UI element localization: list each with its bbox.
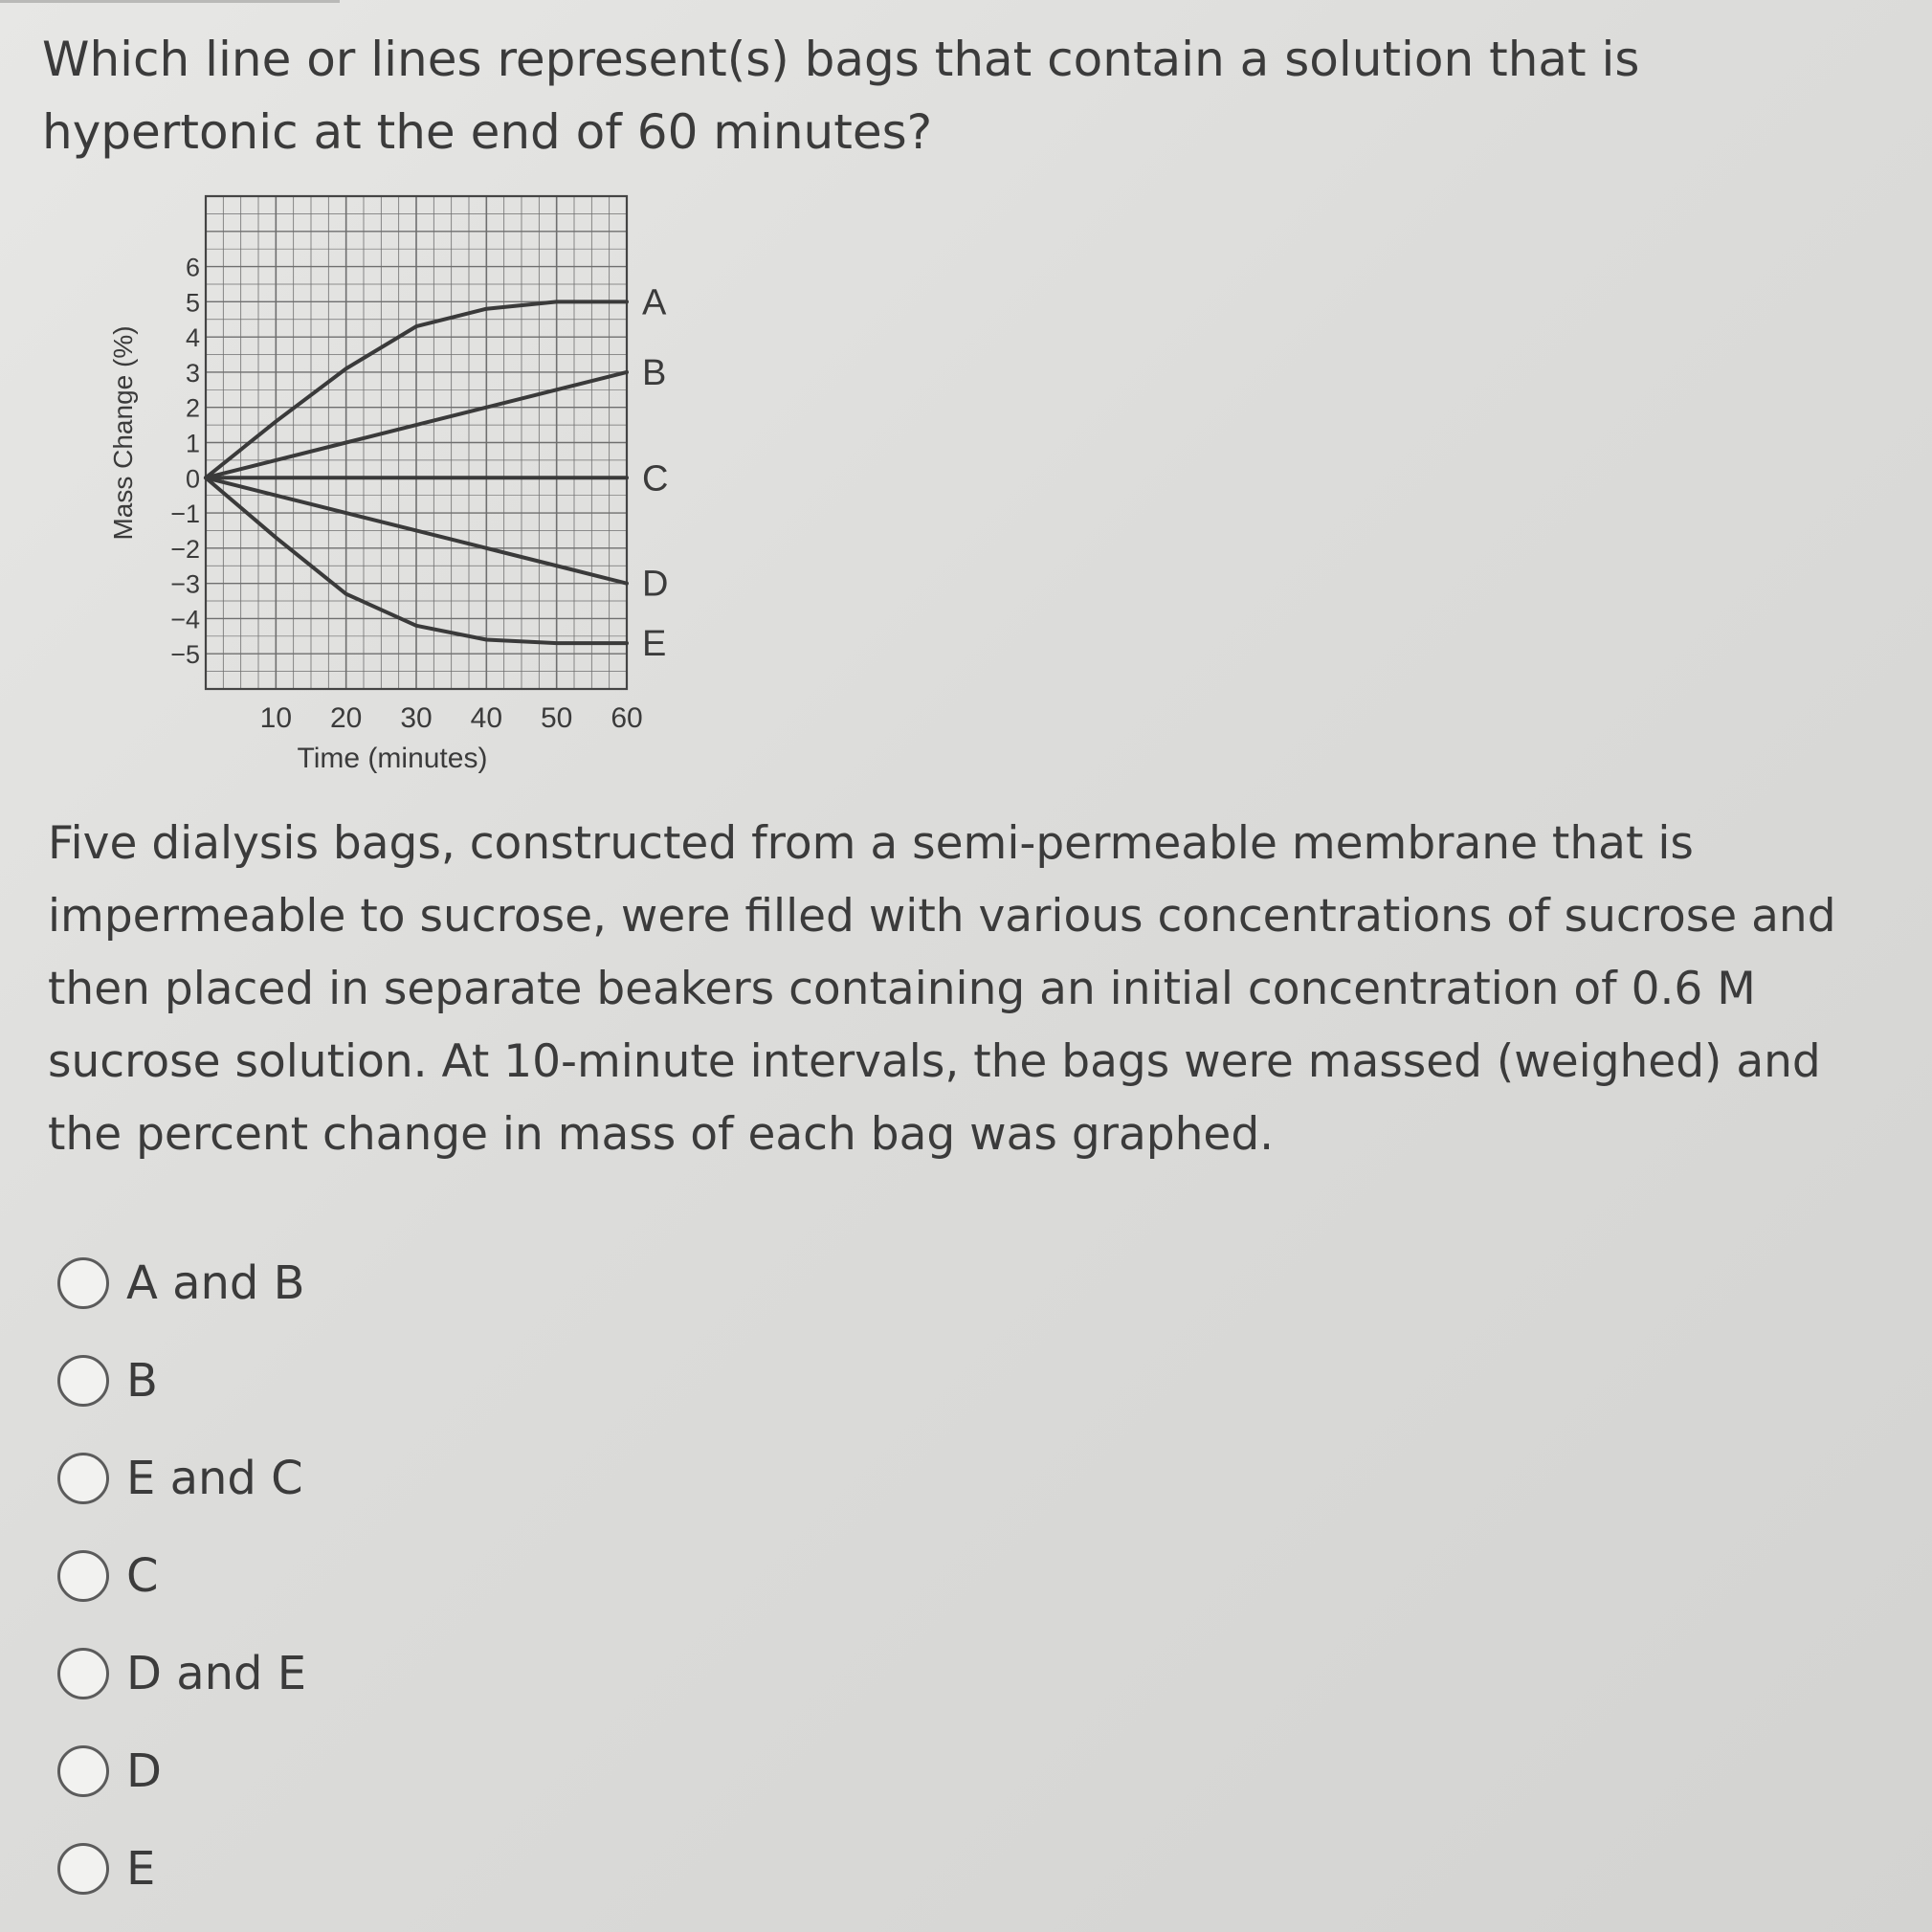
- x-tick-label: 60: [611, 702, 643, 734]
- chart-svg: [86, 187, 699, 789]
- answer-options: [57, 1234, 823, 1918]
- option-label: E and C: [126, 1452, 303, 1505]
- radio-button[interactable]: [57, 1453, 109, 1504]
- radio-button[interactable]: [57, 1648, 109, 1699]
- option-d-and-e[interactable]: [57, 1625, 823, 1722]
- option-e-and-c[interactable]: [57, 1430, 823, 1527]
- y-tick-label: −1: [170, 500, 200, 529]
- top-divider: [0, 0, 340, 3]
- y-tick-label: −2: [170, 534, 200, 564]
- option-label: A and B: [126, 1256, 305, 1310]
- option-label: D and E: [126, 1647, 307, 1700]
- x-tick-label: 50: [540, 702, 573, 734]
- mass-change-chart: [86, 187, 699, 789]
- radio-button[interactable]: [57, 1843, 109, 1895]
- x-tick-label: 40: [470, 702, 503, 734]
- y-tick-label: −4: [170, 605, 200, 634]
- y-tick-label: −3: [170, 569, 200, 599]
- series-label-d: D: [642, 564, 669, 605]
- y-tick-label: 4: [185, 323, 200, 353]
- question-text: Which line or lines represent(s) bags that contain a solution that is hypertonic at the end of 60 minutes?: [42, 32, 1640, 160]
- x-tick-label: 30: [400, 702, 433, 734]
- option-label: C: [126, 1549, 159, 1603]
- radio-button[interactable]: [57, 1745, 109, 1797]
- y-axis-title: Mass Change (%): [108, 325, 138, 541]
- y-tick-label: 5: [185, 288, 200, 318]
- radio-button[interactable]: [57, 1257, 109, 1309]
- series-label-e: E: [642, 624, 667, 665]
- passage-text: Five dialysis bags, constructed from a semi-permeable membrane that is impermeable to sucrose, were filled with various concentrations of sucrose and then placed in separate beakers containing an initial concentration of 0.6 M sucrose solution. At 10-minute intervals, the bags were massed (weighed) and the percent change in mass of each bag was graphed.: [48, 817, 1836, 1161]
- option-a-and-b[interactable]: [57, 1234, 823, 1332]
- option-label: E: [126, 1842, 156, 1896]
- x-tick-label: 20: [329, 702, 363, 734]
- option-label: B: [126, 1354, 158, 1408]
- y-tick-label: 3: [185, 358, 200, 388]
- series-label-b: B: [642, 352, 667, 393]
- option-d[interactable]: [57, 1722, 823, 1820]
- option-c[interactable]: [57, 1527, 823, 1625]
- radio-button[interactable]: [57, 1550, 109, 1602]
- y-tick-label: −5: [170, 640, 200, 670]
- x-tick-label: 10: [259, 702, 293, 734]
- chart-grid: [206, 196, 627, 689]
- series-label-c: C: [642, 458, 669, 500]
- x-axis-title: Time (minutes): [297, 743, 488, 774]
- option-label: D: [126, 1744, 162, 1798]
- radio-button[interactable]: [57, 1355, 109, 1407]
- option-b[interactable]: [57, 1332, 823, 1430]
- series-label-a: A: [642, 282, 667, 323]
- y-tick-label: 2: [185, 393, 200, 423]
- option-e[interactable]: [57, 1820, 823, 1918]
- y-tick-label: 6: [185, 253, 200, 282]
- y-tick-label: 0: [185, 464, 200, 494]
- y-tick-label: 1: [185, 429, 200, 458]
